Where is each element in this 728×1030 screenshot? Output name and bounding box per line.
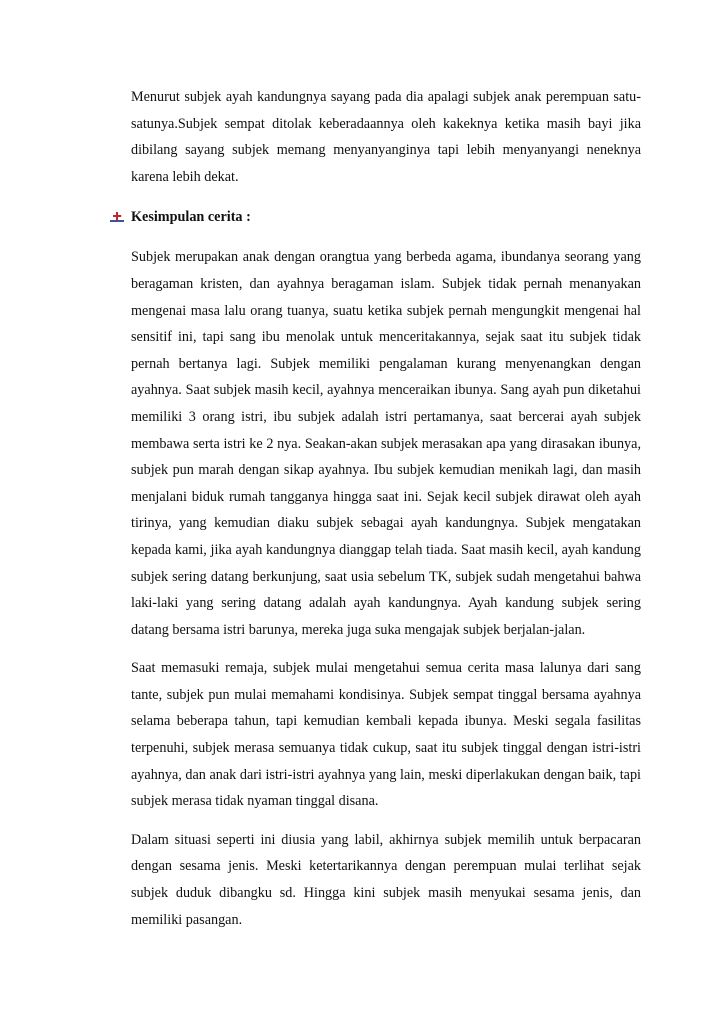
- section-heading-row: [131, 204, 641, 230]
- document-page: [131, 84, 641, 933]
- flag-bullet-icon: [110, 212, 124, 224]
- intro-paragraph: Menurut subjek ayah kandungnya sayang pada dia apalagi subjek anak perempuan satu-satunya.Subjek sempat ditolak keberadaannya oleh kakeknya ketika masih bayi jika dibilang sayang subjek memang menyanyanginya tapi lebih menyanyangi neneknya karena lebih dekat.: [131, 89, 641, 185]
- body-paragraph-1: Subjek merupakan anak dengan orangtua yang berbeda agama, ibundanya seorang yang beragaman kristen, dan ayahnya beragaman islam. Subjek tidak pernah menanyakan mengenai masa lalu orang tuanya, suatu ketika subjek pernah mengungkit mengenai hal sensitif ini, tapi sang ibu menolak untuk menceritakannya, sejak saat itu subjek tidak pernah bertanya lagi. Subjek memiliki pengalaman kurang menyenangkan dengan ayahnya. Saat subjek masih kecil, ayahnya menceraikan ibunya. Sang ayah pun diketahui memiliki 3 orang istri, ibu subjek adalah istri pertamanya, saat bercerai ayah subjek membawa serta istri ke 2 nya. Seakan-akan subjek merasakan apa yang dirasakan ibunya, subjek pun marah dengan sikap ayahnya. Ibu subjek kemudian menikah lagi, dan masih menjalani biduk rumah tangganya hingga saat ini. Sejak kecil subjek dirawat oleh ayah tirinya, yang kemudian diaku subjek sebagai ayah kandungnya. Subjek mengatakan kepada kami, jika ayah kandungnya dianggap telah tiada. Saat masih kecil, ayah kandung subjek sering datang berkunjung, saat usia sebelum TK, subjek sudah mengetahui bahwa laki-laki yang sering datang adalah ayah kandungnya. Ayah kandung subjek sering datang bersama istri barunya, mereka juga suka mengajak subjek berjalan-jalan.: [131, 249, 641, 638]
- body-paragraph-2: Saat memasuki remaja, subjek mulai mengetahui semua cerita masa lalunya dari sang tante, subjek pun mulai memahami kondisinya. Subjek sempat tinggal bersama ayahnya selama beberapa tahun, tapi kemudian kembali kepada ibunya. Meski segala fasilitas terpenuhi, subjek merasa semuanya tidak cukup, saat itu subjek tinggal dengan istri-istri ayahnya, dan anak dari istri-istri ayahnya yang lain, meski diperlakukan dengan baik, tapi subjek merasa tidak nyaman tinggal disana.: [131, 660, 641, 810]
- body-paragraph-3: Dalam situasi seperti ini diusia yang labil, akhirnya subjek memilih untuk berpacaran dengan sesama jenis. Meski ketertarikannya dengan perempuan mulai terlihat sejak subjek duduk dibangku sd. Hingga kini subjek masih menyukai sesama jenis, dan memiliki pasangan.: [131, 831, 641, 928]
- section-heading: Kesimpulan cerita :: [131, 209, 251, 226]
